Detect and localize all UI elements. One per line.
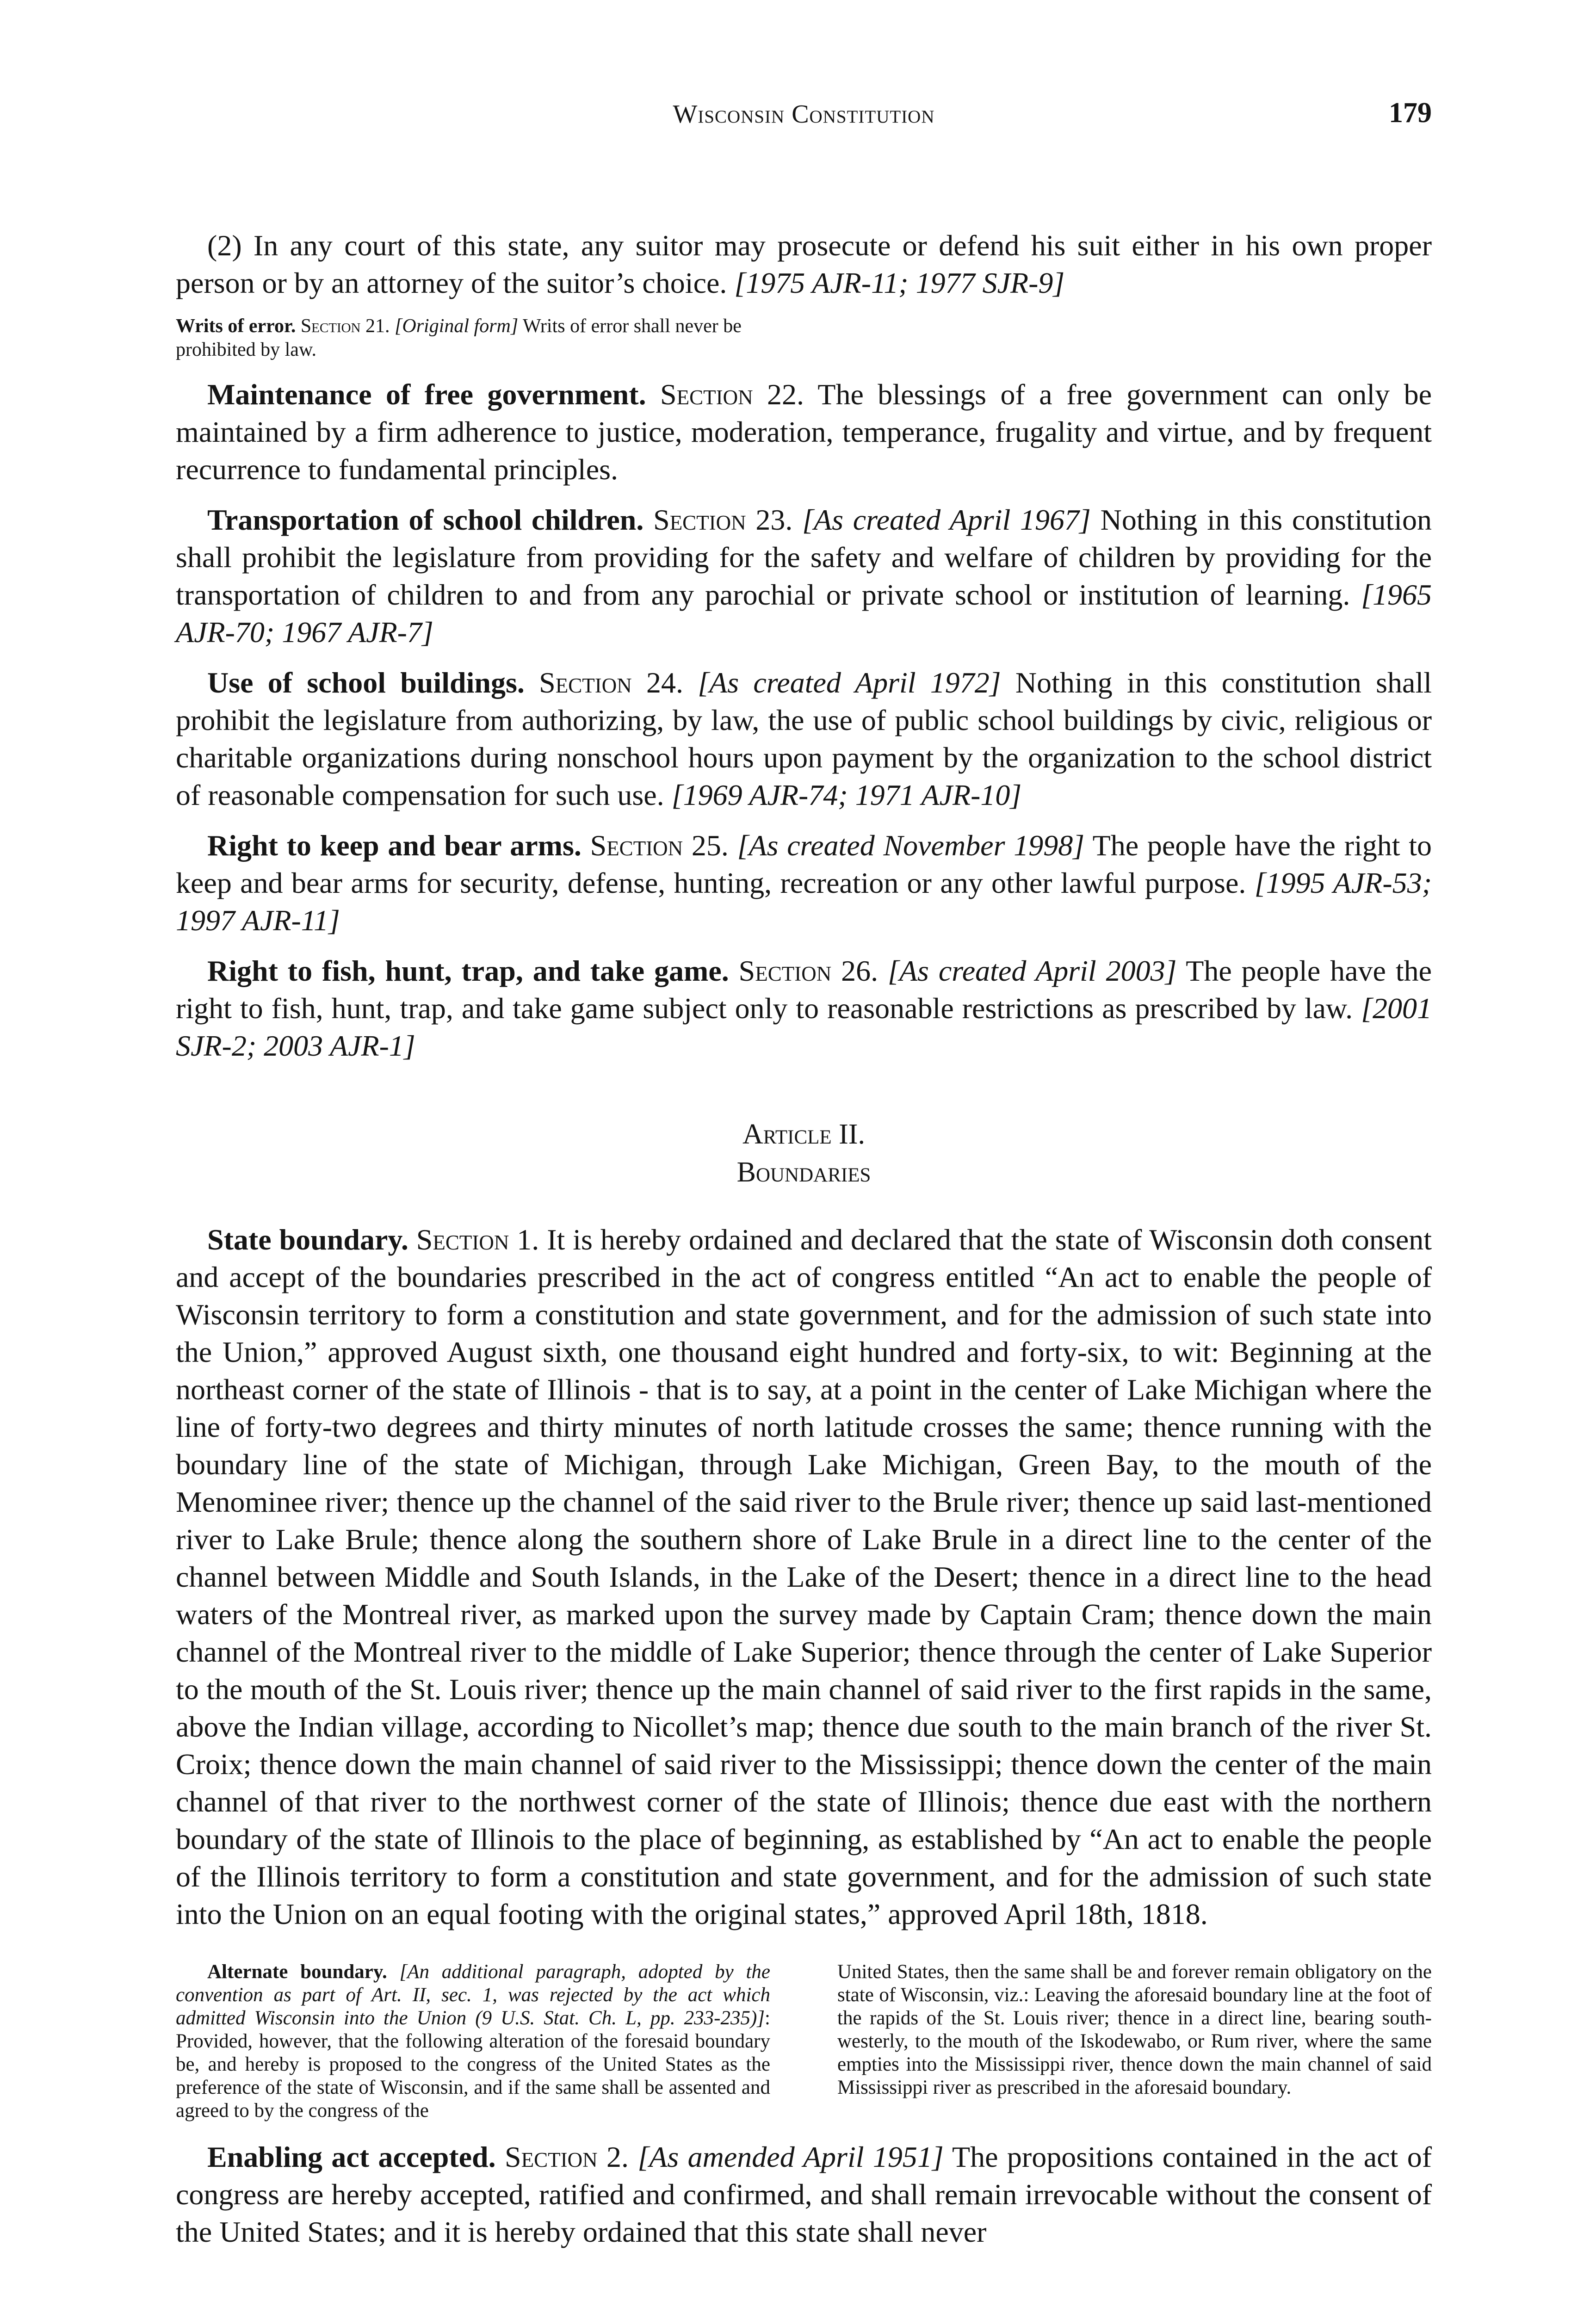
history-note: [1995 AJR-53; 1997 AJR-11] bbox=[176, 866, 1432, 937]
alternate-boundary-note bbox=[176, 1960, 1432, 2122]
history-note: [1969 AJR-74; 1971 AJR-10] bbox=[671, 779, 1022, 811]
section-number: Section 24. bbox=[539, 666, 683, 699]
section-21-writs-of-error bbox=[176, 315, 777, 362]
note-annotation: [An additional paragraph, adopted by the convention as part of Art. II, sec. 1, was rejected by the act which admitted Wisconsin into the Union (9 U.S. Stat. Ch. L, pp. 233-235)] bbox=[176, 1961, 771, 2029]
section-note: [As amended April 1951] bbox=[637, 2140, 944, 2173]
section-26-right-to-fish-hunt-trap bbox=[176, 952, 1432, 1064]
section-note: [As created April 1972] bbox=[698, 666, 1001, 699]
section-note: [As created April 2003] bbox=[888, 954, 1177, 987]
section-heading: State boundary. bbox=[207, 1223, 408, 1256]
main-text bbox=[176, 227, 1432, 2251]
section-number: Section 1. bbox=[416, 1223, 539, 1256]
section-heading: Transportation of school children. bbox=[207, 503, 644, 536]
section-24-use-of-school-buildings bbox=[176, 664, 1432, 814]
article-2-section-1-state-boundary bbox=[176, 1221, 1432, 1933]
note-column-right: United States, then the same shall be and forever remain obligatory on the state of Wisconsin, viz.: Leaving the aforesaid boundary line at the foot of the rapids of the St. Louis river; thence in a direct line, bearing south-westerly, to the mouth of the Iskodewabo, or Rum river, where the same empties into the Mississippi river, thence down the main channel of said Mississippi river as prescribed in the aforesaid boundary. bbox=[837, 1961, 1432, 2098]
article-title: Boundaries bbox=[736, 1156, 871, 1188]
section-text: It is hereby ordained and declared that the state of Wisconsin doth consent and accept of the boundaries prescribed in the act of congress entitled “An act to enable the people of Wisconsin territory to form a constitution and state government, and for the admission of such state into the Union,” approved August sixth, one thousand eight hundred and forty-six, to wit: Beginning at the northeast corner of the state of Illinois - that is to say, at a point in the center of Lake Michigan where the line of forty-two degrees and thirty minutes of north latitude crosses the same; thence running with the boundary line of the state of Michigan, through Lake Michigan, Green Bay, to the mouth of the Menominee river; thence up the channel of the said river to the Brule river; thence up said last-mentioned river to Lake Brule; thence along the southern shore of Lake Brule in a direct line to the center of the channel between Middle and South Islands, in the Lake of the Desert; thence in a direct line to the head waters of the Montreal river, as marked upon the survey made by Captain Cram; thence down the main channel of the Montreal river to the middle of Lake Superior; thence through the center of Lake Superior to the mouth of the St. Louis river; thence up the main channel of said river to the first rapids in the same, above the Indian village, according to Nicollet’s map; thence due south to the main branch of the river St. Croix; thence down the main channel of said river to the Mississippi; thence down the center of the main channel of that river to the northwest corner of the state of Illinois; thence due east with the northern boundary of the state of Illinois to the place of beginning, as established by “An act to enable the people of the Illinois territory to form a constitution and state government, and for the admission of such state into the Union on an equal footing with the original states,” approved April 18th, 1818. bbox=[176, 1223, 1432, 1930]
section-22-maintenance-of-free-government bbox=[176, 376, 1432, 488]
section-heading: Writs of error. bbox=[176, 315, 296, 337]
paragraph-text: (2) In any court of this state, any suitor may prosecute or defend his suit either in his own proper person or by an attorney of the suitor’s choice. bbox=[176, 229, 1432, 299]
section-heading: Right to fish, hunt, trap, and take game. bbox=[207, 954, 729, 987]
note-text-left: : Provided, however, that the following alteration of the foresaid boundary be, and hereby is proposed to the congress of the United States as the preference of the state of Wisconsin, and if the same shall be assented and agreed to by the congress of the bbox=[176, 2007, 770, 2121]
section-heading: Right to keep and bear arms. bbox=[207, 829, 581, 862]
history-note: [2001 SJR-2; 2003 AJR-1] bbox=[176, 992, 1432, 1062]
page-number: 179 bbox=[1389, 97, 1432, 129]
section-text: Writs of error shall never be prohibited by law. bbox=[176, 315, 742, 360]
article-heading bbox=[176, 1115, 1432, 1191]
section-note: [As created April 1967] bbox=[802, 503, 1091, 536]
article-2-section-2-enabling-act-accepted bbox=[176, 2138, 1432, 2251]
paragraph-section-20-sub-2 bbox=[176, 227, 1432, 302]
section-heading: Maintenance of free government. bbox=[207, 378, 646, 411]
section-text: Nothing in this constitution shall prohibit the legislature from providing for the safety and welfare of children by providing for the transportation of children to and from any parochial or private school or institution of learning. bbox=[176, 503, 1432, 611]
section-number: Section 26. bbox=[738, 954, 878, 987]
section-number: Section 22. bbox=[660, 378, 804, 411]
section-heading: Enabling act accepted. bbox=[207, 2140, 496, 2173]
section-note: [Original form] bbox=[395, 315, 519, 337]
section-number: Section 23. bbox=[653, 503, 793, 536]
note-column-left bbox=[176, 1960, 770, 2122]
section-text: Nothing in this constitution shall prohibit the legislature from authorizing, by law, the use of public school buildings by civic, religious or charitable organizations during nonschool hours upon payment by the organization to the school district of reasonable compensation for such use. bbox=[176, 666, 1432, 811]
section-heading: Use of school buildings. bbox=[207, 666, 525, 699]
section-text: The people have the right to fish, hunt, trap, and take game subject only to reasonable restrictions as prescribed by law. bbox=[176, 954, 1432, 1025]
section-number: Section 21. bbox=[300, 315, 390, 337]
section-25-right-to-keep-and-bear-arms bbox=[176, 827, 1432, 939]
section-text: The people have the right to keep and bear arms for security, defense, hunting, recreation or any other lawful purpose. bbox=[176, 829, 1432, 899]
section-number: Section 2. bbox=[505, 2140, 629, 2173]
section-text: The propositions contained in the act of congress are hereby accepted, ratified and confirmed, and shall remain irrevocable without the consent of the United States; and it is hereby ordained that this state shall never bbox=[176, 2140, 1432, 2248]
section-23-transportation-of-school-children bbox=[176, 501, 1432, 651]
section-note: [As created November 1998] bbox=[737, 829, 1085, 862]
history-note: [1975 AJR-11; 1977 SJR-9] bbox=[734, 266, 1065, 299]
note-heading: Alternate boundary. bbox=[207, 1961, 387, 1983]
section-text: The blessings of a free government can only be maintained by a firm adherence to justice, moderation, temperance, frugality and virtue, and by frequent recurrence to fundamental principles. bbox=[176, 378, 1432, 486]
history-note: [1965 AJR-70; 1967 AJR-7] bbox=[176, 578, 1432, 649]
article-number: Article II. bbox=[742, 1119, 865, 1150]
running-title: Wisconsin Constitution bbox=[673, 100, 935, 129]
section-number: Section 25. bbox=[590, 829, 729, 862]
running-header bbox=[176, 99, 1432, 141]
